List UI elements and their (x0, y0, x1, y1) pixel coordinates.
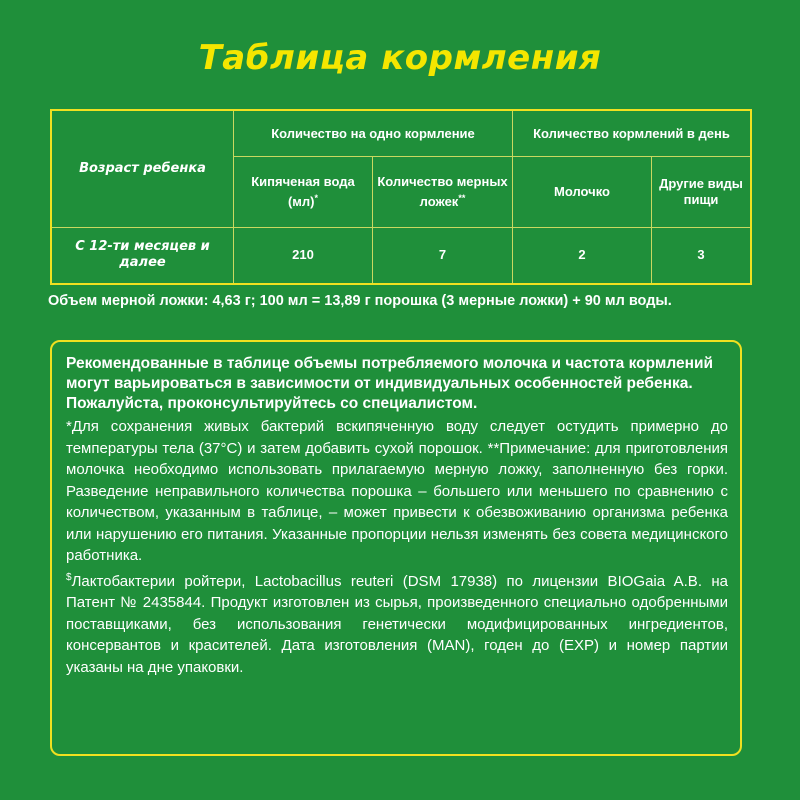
spoon-footnote: **Примечание: для приготовления молочка необходимо использовать прилагаемую мерную ложку, заполненную без горки. Разведение неправильного количества порошка – большего или меньшего по сравнению с количеством, указанным в таблице, – может привести к обезвоживанию организма ребенка или нарушению его питания. Указанные пропорции нельзя изменять без совета медицинского работника. (66, 439, 728, 564)
preparation-notes (66, 416, 728, 567)
water-value: 210 (234, 227, 373, 284)
bacteria-footnote (66, 567, 728, 679)
spoon-volume-note: Объем мерной ложки: 4,63 г; 100 мл = 13,89 г порошка (3 мерные ложки) + 90 мл воды. (48, 293, 672, 309)
age-header: Возраст ребенка (51, 110, 234, 227)
recommendation-text: Рекомендованные в таблице объемы потребляемого молочка и частота кормлений могут варьироваться в зависимости от индивидуальных особенностей ребенка. Пожалуйста, проконсультируйтесь со специалистом. (66, 355, 714, 412)
table-header-row (51, 110, 751, 157)
age-value: С 12-ти месяцев и далее (51, 227, 234, 284)
water-header: Кипяченая вода (мл)* (234, 157, 373, 228)
page-title: Таблица кормления (198, 38, 602, 78)
notes-text (66, 416, 728, 678)
spoons-value: 7 (373, 227, 513, 284)
per-day-header: Количество кормлений в день (513, 110, 752, 157)
milk-header: Молочко (513, 157, 652, 228)
table-row (51, 227, 751, 284)
other-food-value: 3 (652, 227, 752, 284)
bacteria-mark: $ (66, 571, 72, 583)
spoons-header: Количество мерных ложек** (373, 157, 513, 228)
water-footnote: *Для сохранения живых бактерий вскипяченную воду следует остудить примерно до температуры тела (37°С) и затем добавить сухой порошок. (66, 418, 728, 457)
feeding-table (50, 109, 752, 285)
notes-box (50, 340, 742, 756)
milk-value: 2 (513, 227, 652, 284)
per-feeding-header: Количество на одно кормление (234, 110, 513, 157)
other-food-header: Другие виды пищи (652, 157, 752, 228)
bacteria-text: Лактобактерии ройтери, Lactobacillus reuteri (DSM 17938) по лицензии BIOGaia A.B. на Патент № 2435844. Продукт изготовлен из сырья, произведенного специально одобренными поставщиками, без использования генетически модифицированных ингредиентов, консервантов и красителей. Дата изготовления (MAN), годен до (EXP) и номер партии указаны на дне упаковки. (66, 572, 728, 676)
